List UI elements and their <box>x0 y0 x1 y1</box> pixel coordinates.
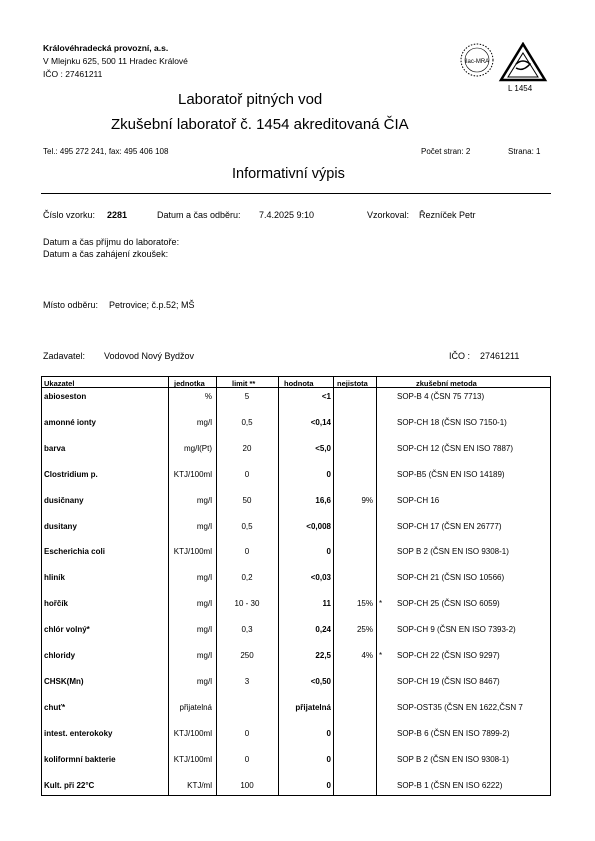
row-value: <5,0 <box>315 444 331 453</box>
client-ico-label: IČO : <box>449 351 471 361</box>
ilac-logo-text: ilac-MRA <box>464 59 490 65</box>
row-unit: KTJ/ml <box>187 781 212 790</box>
sampler-name: Řezníček Petr <box>419 210 476 220</box>
row-unit: mg/l <box>196 522 212 531</box>
place-label: Místo odběru: <box>43 300 99 310</box>
sampling-datetime: 7.4.2025 9:10 <box>259 210 315 220</box>
row-value: <0,50 <box>310 677 331 686</box>
row-unit: % <box>204 392 212 401</box>
row-limit: 100 <box>240 781 254 790</box>
org-address: V Mlejnku 625, 500 11 Hradec Králové <box>43 56 188 66</box>
client-name: Vodovod Nový Bydžov <box>104 351 195 361</box>
row-unit: KTJ/100ml <box>173 729 212 738</box>
client-label: Zadavatel: <box>43 351 86 361</box>
row-value: <0,008 <box>306 522 331 531</box>
contact-phones: Tel.: 495 272 241, fax: 495 406 108 <box>43 147 169 156</box>
row-value: 0 <box>326 729 331 738</box>
ilac-mra-logo <box>459 42 495 78</box>
row-indicator: chuť* <box>44 703 66 712</box>
header-indicator: Ukazatel <box>44 379 75 388</box>
row-indicator: chlór volný* <box>44 625 90 634</box>
row-unit: mg/l <box>196 651 212 660</box>
row-uncertainty: 4% <box>361 651 373 660</box>
col-divider <box>333 376 334 796</box>
row-value: 0 <box>326 781 331 790</box>
row-indicator: intest. enterokoky <box>44 729 113 738</box>
place-value: Petrovice; č.p.52; MŠ <box>109 300 195 310</box>
document-title: Informativní výpis <box>232 166 345 182</box>
row-indicator: Escherichia coli <box>44 547 105 556</box>
row-uncertainty: 9% <box>361 496 373 505</box>
row-method: SOP B 2 (ČSN EN ISO 9308-1) <box>397 547 509 556</box>
row-limit: 0,3 <box>241 625 253 634</box>
row-limit: 250 <box>240 651 254 660</box>
row-indicator: koliformní bakterie <box>44 755 116 764</box>
row-value: <0,03 <box>310 573 331 582</box>
org-name: Královéhradecká provozní, a.s. <box>43 43 169 53</box>
lab-title: Laboratoř pitných vod <box>178 91 323 108</box>
accreditation-title: Zkušební laboratoř č. 1454 akreditovaná ČIA <box>111 116 409 133</box>
row-method: SOP-CH 12 (ČSN EN ISO 7887) <box>397 444 514 453</box>
row-unit: mg/l <box>196 418 212 427</box>
row-value: přijatelná <box>295 703 331 712</box>
row-indicator: chloridy <box>44 651 76 660</box>
row-indicator: Clostridium p. <box>44 470 98 479</box>
header-method: zkušební metoda <box>416 379 477 388</box>
org-ico: IČO : 27461211 <box>43 69 103 79</box>
row-indicator: dusičnany <box>44 496 84 505</box>
row-indicator: abioseston <box>44 392 87 401</box>
row-unit: mg/l <box>196 496 212 505</box>
page-number: Strana: 1 <box>508 147 541 156</box>
row-method: SOP-CH 21 (ČSN ISO 10566) <box>397 573 505 582</box>
row-limit: 0 <box>244 755 250 764</box>
row-method: SOP-CH 25 (ČSN ISO 6059) <box>397 599 500 608</box>
row-limit: 0 <box>244 729 250 738</box>
row-unit: KTJ/100ml <box>173 470 212 479</box>
row-method: SOP-CH 9 (ČSN EN ISO 7393-2) <box>397 625 516 634</box>
row-indicator: dusitany <box>44 522 77 531</box>
row-uncertainty: 25% <box>356 625 373 634</box>
row-unit: KTJ/100ml <box>173 547 212 556</box>
col-divider <box>278 376 279 796</box>
row-unit: mg/l <box>196 625 212 634</box>
row-method: SOP-OST35 (ČSN EN 1622,ČSN 7 <box>397 703 523 712</box>
row-limit: 0 <box>244 470 250 479</box>
row-unit: mg/l(Pt) <box>184 444 212 453</box>
row-value: 0 <box>326 755 331 764</box>
test-start-label: Datum a čas zahájení zkoušek: <box>43 249 169 259</box>
row-method: SOP-CH 22 (ČSN ISO 9297) <box>397 651 500 660</box>
row-indicator: Kult. při 22°C <box>44 781 95 790</box>
row-method: SOP-B 6 (ČSN EN ISO 7899-2) <box>397 729 510 738</box>
row-indicator: barva <box>44 444 66 453</box>
row-limit: 3 <box>244 677 250 686</box>
row-asterisk: * <box>379 599 383 608</box>
row-value: <1 <box>321 392 331 401</box>
row-value: 16,6 <box>315 496 331 505</box>
col-divider <box>216 376 217 796</box>
row-unit: přijatelná <box>179 703 212 712</box>
row-limit: 0 <box>244 547 250 556</box>
row-limit: 0,2 <box>241 573 253 582</box>
header-value: hodnota <box>284 379 314 388</box>
row-value: 0 <box>326 470 331 479</box>
row-value: 11 <box>322 599 331 608</box>
row-value: 0,24 <box>315 625 331 634</box>
row-unit: KTJ/100ml <box>173 755 212 764</box>
row-method: SOP-B5 (ČSN EN ISO 14189) <box>397 470 505 479</box>
row-method: SOP-CH 16 <box>397 496 440 505</box>
row-indicator: hliník <box>44 573 65 582</box>
title-divider <box>41 193 551 194</box>
sampling-label: Datum a čas odběru: <box>157 210 241 220</box>
row-uncertainty: 15% <box>356 599 373 608</box>
row-unit: mg/l <box>196 677 212 686</box>
row-value: <0,14 <box>310 418 331 427</box>
row-method: SOP-CH 19 (ČSN ISO 8467) <box>397 677 500 686</box>
sample-number: 2281 <box>107 210 128 220</box>
row-indicator: amonné ionty <box>44 418 97 427</box>
sampler-label: Vzorkoval: <box>367 210 410 220</box>
header-uncertainty: nejistota <box>337 379 368 388</box>
page-count: Počet stran: 2 <box>421 147 471 156</box>
row-unit: mg/l <box>196 573 212 582</box>
row-asterisk: * <box>379 651 383 660</box>
row-indicator: CHSK(Mn) <box>44 677 84 686</box>
row-value: 22,5 <box>315 651 331 660</box>
row-limit: 0,5 <box>241 522 253 531</box>
col-divider <box>168 376 169 796</box>
lab-number: L 1454 <box>508 84 533 93</box>
row-indicator: hořčík <box>44 599 69 608</box>
sample-number-label: Číslo vzorku: <box>43 210 96 220</box>
row-limit: 5 <box>244 392 250 401</box>
client-ico: 27461211 <box>480 351 520 361</box>
row-method: SOP-CH 18 (ČSN ISO 7150-1) <box>397 418 507 427</box>
cia-logo <box>498 42 548 82</box>
row-limit: 10 - 30 <box>234 599 260 608</box>
row-method: SOP-CH 17 (ČSN EN 26777) <box>397 522 502 531</box>
header-unit: jednotka <box>174 379 205 388</box>
row-limit: 20 <box>242 444 252 453</box>
row-method: SOP B 2 (ČSN EN ISO 9308-1) <box>397 755 509 764</box>
row-method: SOP-B 4 (ČSN 75 7713) <box>397 392 485 401</box>
row-unit: mg/l <box>196 599 212 608</box>
header-limit: limit ** <box>232 379 256 388</box>
row-method: SOP-B 1 (ČSN EN ISO 6222) <box>397 781 503 790</box>
row-limit: 50 <box>242 496 252 505</box>
row-value: 0 <box>326 547 331 556</box>
col-divider <box>376 376 377 796</box>
row-limit: 0,5 <box>241 418 253 427</box>
received-label: Datum a čas příjmu do laboratoře: <box>43 237 180 247</box>
